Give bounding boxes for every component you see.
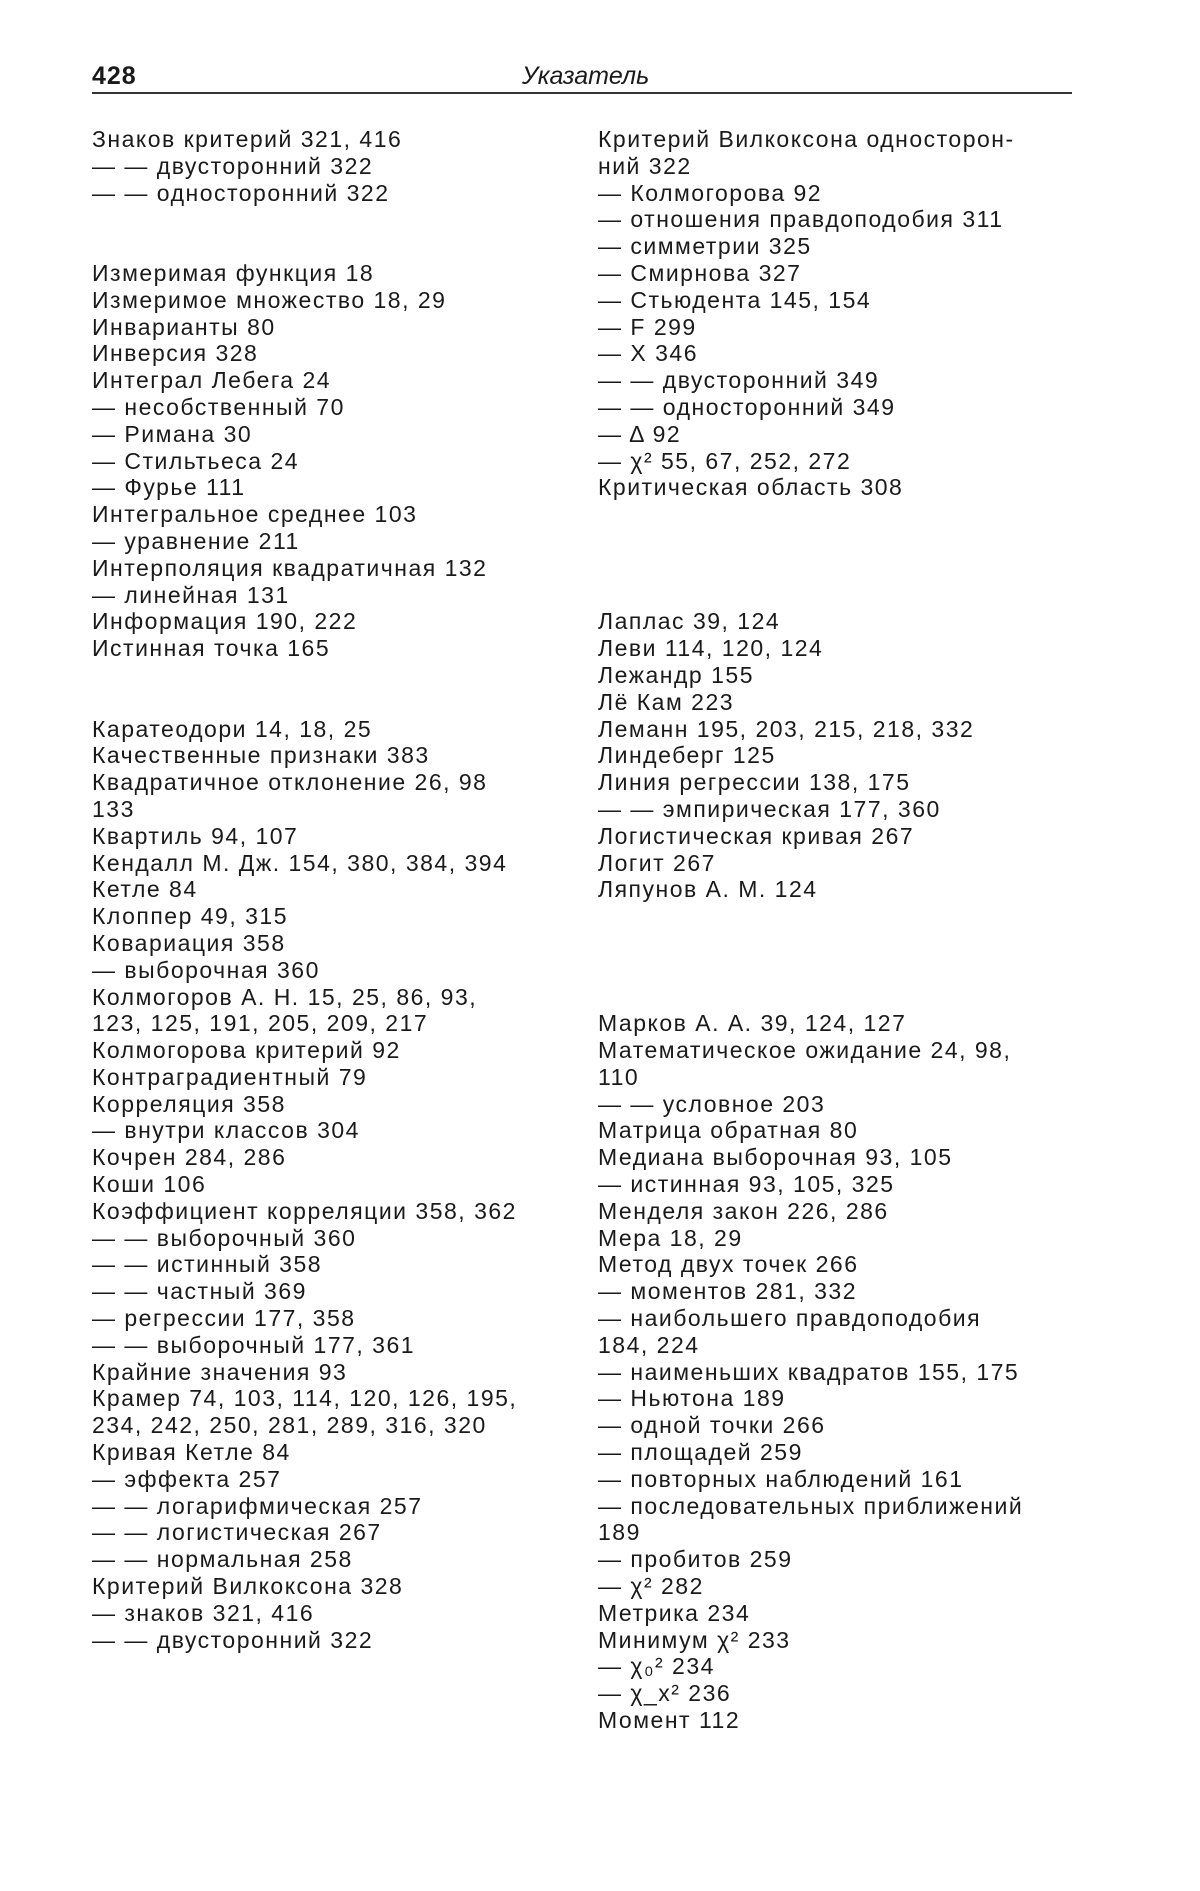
index-entry: Метод двух точек 266 — [598, 1251, 859, 1278]
index-entry: Клоппер 49, 315 — [92, 903, 288, 930]
section-gap — [92, 662, 592, 716]
index-entry: Кочрен 284, 286 — [92, 1144, 287, 1171]
index-entry: Кендалл М. Дж. 154, 380, 384, 394 — [92, 849, 508, 876]
index-entry: Колмогоров А. Н. 15, 25, 86, 93, — [92, 983, 478, 1010]
index-entry: — наибольшего правдоподобия — [598, 1305, 982, 1332]
index-entry: — уравнение 211 — [92, 527, 300, 554]
index-entry: Менделя закон 226, 286 — [598, 1197, 889, 1224]
index-entry: — — односторонний 322 — [92, 179, 390, 206]
index-entry: Математическое ожидание 24, 98, — [598, 1037, 1012, 1064]
index-entry: — знаков 321, 416 — [92, 1599, 315, 1626]
index-entry: Интерполяция квадратичная 132 — [92, 554, 488, 581]
index-entry: Критическая область 308 — [598, 474, 904, 501]
index-entry: — Δ 92 — [598, 420, 682, 447]
index-entry: Леви 114, 120, 124 — [598, 635, 824, 662]
index-entry: — — выборочный 360 — [92, 1224, 357, 1251]
index-entry: Логит 267 — [598, 849, 716, 876]
index-column-left — [92, 126, 592, 1653]
index-entry: Знаков критерий 321, 416 — [92, 126, 403, 152]
index-entry: Колмогорова критерий 92 — [92, 1037, 401, 1064]
index-entry: — χ₀² 234 — [598, 1653, 715, 1680]
index-entry: Матрица обратная 80 — [598, 1117, 859, 1144]
index-entry: — — односторонний 349 — [598, 393, 896, 420]
index-entry: Мера 18, 29 — [598, 1224, 743, 1251]
running-title: Указатель — [522, 62, 650, 90]
index-entry: Линия регрессии 138, 175 — [598, 769, 911, 796]
index-entry: — выборочная 360 — [92, 956, 320, 983]
index-entry: Истинная точка 165 — [92, 635, 331, 662]
index-entry: — пробитов 259 — [598, 1546, 793, 1573]
index-entry: — — истинный 358 — [92, 1251, 323, 1278]
index-entry: Лаплас 39, 124 — [598, 608, 781, 635]
index-entry: Линдеберг 125 — [598, 742, 776, 769]
index-entry: — Стьюдента 145, 154 — [598, 286, 872, 313]
index-entry: — — логистическая 267 — [92, 1519, 382, 1546]
index-entry: Медиана выборочная 93, 105 — [598, 1144, 953, 1171]
section-gap — [598, 555, 1098, 609]
index-entry: 123, 125, 191, 205, 209, 217 — [92, 1010, 429, 1037]
page-number: 428 — [92, 62, 137, 90]
index-entry: — Римана 30 — [92, 420, 253, 447]
index-entry: — — условное 203 — [598, 1090, 826, 1117]
index-entry: Измеримая функция 18 — [92, 259, 375, 286]
index-entry: — — нормальная 258 — [92, 1546, 353, 1573]
index-entry: — Фурье 111 — [92, 474, 246, 501]
index-entry: Момент 112 — [598, 1707, 741, 1734]
index-entry: Логистическая кривая 267 — [598, 822, 915, 849]
index-entry: — — двусторонний 349 — [598, 367, 880, 394]
index-entry: Ковариация 358 — [92, 929, 286, 956]
index-entry: — — частный 369 — [92, 1278, 307, 1305]
running-header — [92, 62, 1072, 102]
index-entry: — симметрии 325 — [598, 233, 812, 260]
section-gap — [598, 501, 1098, 555]
index-entry: ний 322 — [598, 152, 692, 179]
index-entry: — эффекта 257 — [92, 1465, 282, 1492]
index-entry: — Ньютона 189 — [598, 1385, 786, 1412]
index-entry: Критерий Вилкоксона 328 — [92, 1573, 404, 1600]
index-entry: Интеграл Лебега 24 — [92, 367, 332, 394]
index-entry: 110 — [598, 1063, 640, 1090]
index-entry: — X 346 — [598, 340, 698, 367]
index-entry: Лежандр 155 — [598, 661, 754, 688]
index-entry: Инварианты 80 — [92, 313, 276, 340]
index-entry: Кривая Кетле 84 — [92, 1439, 291, 1466]
index-entry: — регрессии 177, 358 — [92, 1305, 356, 1332]
index-entry: Леманн 195, 203, 215, 218, 332 — [598, 715, 975, 742]
index-entry: Качественные признаки 383 — [92, 742, 430, 769]
index-entry: — F 299 — [598, 313, 697, 340]
index-entry: Марков А. А. 39, 124, 127 — [598, 1010, 907, 1037]
index-entry: — — выборочный 177, 361 — [92, 1331, 416, 1358]
index-entry: Квадратичное отклонение 26, 98 — [92, 769, 488, 796]
index-entry: — отношения правдоподобия 311 — [598, 206, 1004, 233]
index-entry: Интегральное среднее 103 — [92, 501, 418, 528]
index-entry: Кетле 84 — [92, 876, 198, 903]
index-entry: Квартиль 94, 107 — [92, 822, 299, 849]
section-gap — [598, 957, 1098, 1011]
index-entry: Минимум χ² 233 — [598, 1626, 791, 1653]
index-entry: — χ_x² 236 — [598, 1680, 732, 1707]
index-entry: Корреляция 358 — [92, 1090, 286, 1117]
index-entry: Крайние значения 93 — [92, 1358, 348, 1385]
index-entry: Коши 106 — [92, 1171, 207, 1198]
index-entry: Ляпунов А. М. 124 — [598, 876, 818, 903]
index-entry: — несобственный 70 — [92, 393, 345, 420]
index-entry: — последовательных приближений — [598, 1492, 1024, 1519]
index-entry: Каратеодори 14, 18, 25 — [92, 715, 373, 742]
index-entry: 234, 242, 250, 281, 289, 316, 320 — [92, 1412, 487, 1439]
index-entry: Контраградиентный 79 — [92, 1063, 368, 1090]
index-entry: — одной точки 266 — [598, 1412, 826, 1439]
index-entry: — Стильтьеса 24 — [92, 447, 300, 474]
index-entry: 133 — [92, 795, 135, 822]
index-entry: Лё Кам 223 — [598, 688, 735, 715]
index-entry: — линейная 131 — [92, 581, 290, 608]
index-entry: — внутри классов 304 — [92, 1117, 360, 1144]
index-entry: — χ² 282 — [598, 1573, 704, 1600]
index-entry: — Смирнова 327 — [598, 259, 802, 286]
index-entry: — наименьших квадратов 155, 175 — [598, 1358, 1020, 1385]
index-entry: Коэффициент корреляции 358, 362 — [92, 1197, 517, 1224]
section-gap — [598, 903, 1098, 957]
index-entry: — Колмогорова 92 — [598, 179, 823, 206]
index-entry: Инверсия 328 — [92, 340, 259, 367]
index-entry: — — логарифмическая 257 — [92, 1492, 423, 1519]
index-entry: Крамер 74, 103, 114, 120, 126, 195, — [92, 1385, 518, 1412]
index-entry: — — двусторонний 322 — [92, 152, 374, 179]
index-entry: Информация 190, 222 — [92, 608, 358, 635]
index-entry: — моментов 281, 332 — [598, 1278, 858, 1305]
header-rule — [92, 92, 1072, 94]
index-column-right — [598, 126, 1098, 1734]
index-entry: 184, 224 — [598, 1331, 700, 1358]
index-entry: — — двусторонний 322 — [92, 1626, 374, 1653]
index-entry: — χ² 55, 67, 252, 272 — [598, 447, 852, 474]
index-entry: Метрика 234 — [598, 1599, 751, 1626]
index-entry: — истинная 93, 105, 325 — [598, 1171, 895, 1198]
section-gap — [92, 206, 592, 260]
index-entry: 189 — [598, 1519, 641, 1546]
index-entry: Критерий Вилкоксона односторон- — [598, 126, 1015, 152]
index-entry: — площадей 259 — [598, 1439, 803, 1466]
index-entry: — повторных наблюдений 161 — [598, 1465, 964, 1492]
index-entry: Измеримое множество 18, 29 — [92, 286, 447, 313]
index-entry: — — эмпирическая 177, 360 — [598, 795, 941, 822]
